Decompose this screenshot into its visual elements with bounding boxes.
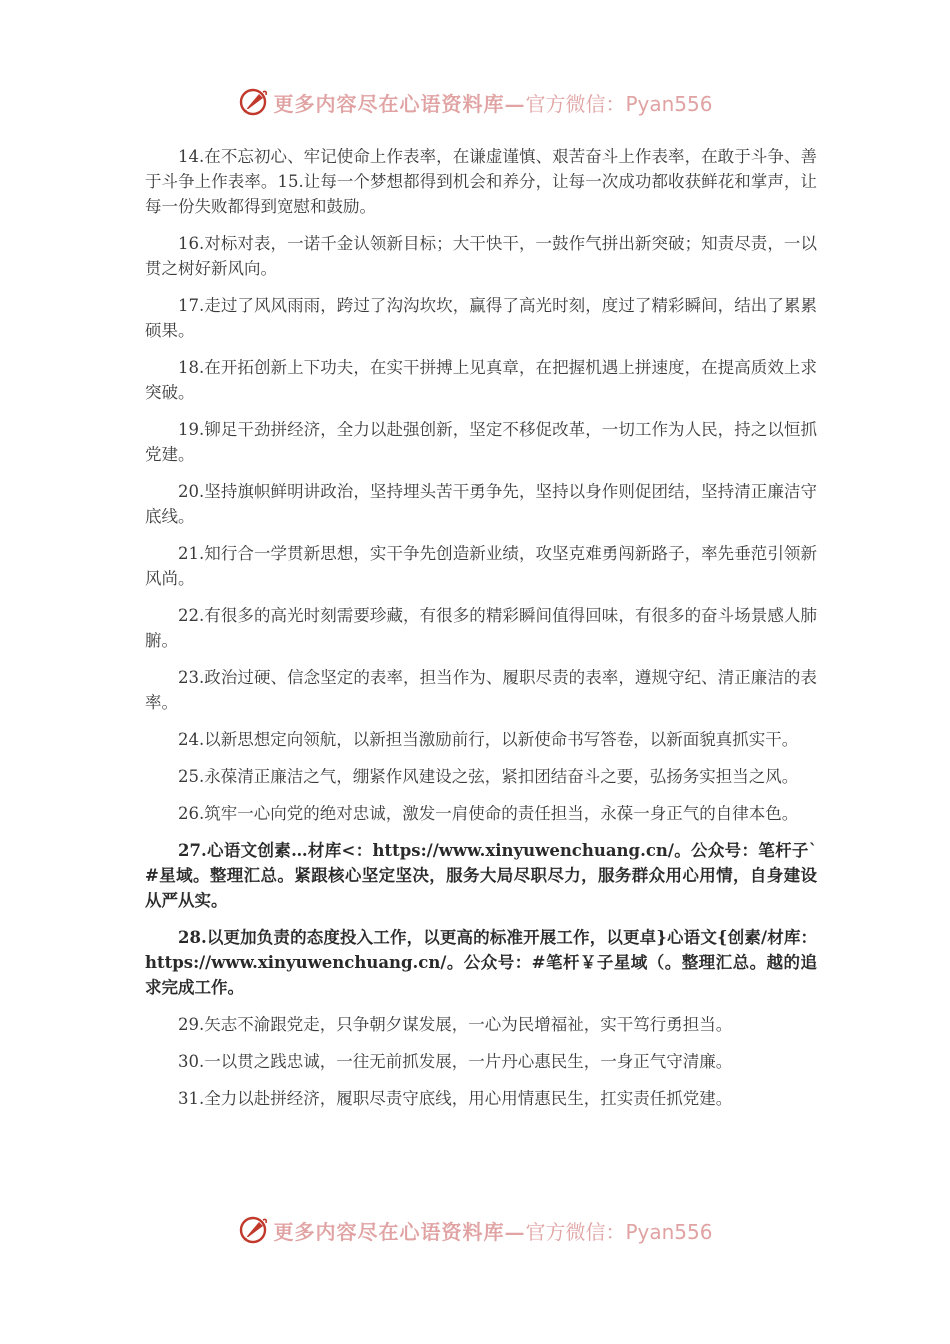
paragraph-14: 14.在不忘初心、牢记使命上作表率，在谦虚谨慎、艰苦奋斗上作表率，在敢于斗争、善于斗争上作表率。15.让每一个梦想都得到机会和养分，让每一次成功都收获鲜花和掌声，让每一份失败都得到宽慰和鼓励。 bbox=[145, 147, 817, 216]
document-body bbox=[145, 144, 817, 1123]
paragraph-23: 23.政治过硬、信念坚定的表率，担当作为、履职尽责的表率，遵规守纪、清正廉洁的表率。 bbox=[145, 668, 817, 712]
header-banner bbox=[0, 82, 950, 122]
pen-nib-logo-icon bbox=[237, 1214, 269, 1246]
footer-banner-wechat: 官方微信：Pyan556 bbox=[525, 1219, 713, 1244]
footer-banner-main: 更多内容尽在心语资料库— bbox=[273, 1219, 526, 1244]
paragraph-20: 20.坚持旗帜鲜明讲政治，坚持埋头苦干勇争先，坚持以身作则促团结，坚持清正廉洁守底线。 bbox=[145, 482, 817, 526]
paragraph-29: 29.矢志不渝跟党走，只争朝夕谋发展，一心为民增福祉，实干笃行勇担当。 bbox=[178, 1015, 733, 1034]
pen-nib-logo-icon bbox=[237, 86, 269, 118]
paragraph-28: 28.以更加负责的态度投入工作，以更高的标准开展工作，以更卓}心语文{创素/材库：https://www.xinyuwenchuang.cn/。公众号：#笔杆￥子星域（。整理汇总。越的追求完成工作。 bbox=[145, 928, 817, 997]
paragraph-31: 31.全力以赴拼经济，履职尽责守底线，用心用情惠民生，扛实责任抓党建。 bbox=[178, 1089, 733, 1108]
paragraph-22: 22.有很多的高光时刻需要珍藏，有很多的精彩瞬间值得回味，有很多的奋斗场景感人肺腑。 bbox=[145, 606, 817, 650]
paragraph-24: 24.以新思想定向领航，以新担当激励前行，以新使命书写答卷，以新面貌真抓实干。 bbox=[178, 730, 799, 749]
paragraph-30: 30.一以贯之践忠诚，一往无前抓发展，一片丹心惠民生，一身正气守清廉。 bbox=[178, 1052, 733, 1071]
paragraph-26: 26.筑牢一心向党的绝对忠诚，激发一肩使命的责任担当，永葆一身正气的自律本色。 bbox=[178, 804, 799, 823]
header-banner-main: 更多内容尽在心语资料库— bbox=[273, 91, 526, 116]
paragraph-27: 27.心语文创素…材库<：https://www.xinyuwenchuang.cn/。公众号：笔杆子`#星域。整理汇总。紧跟核心坚定坚决，服务大局尽职尽力，服务群众用心用情，自身建设从严从实。 bbox=[145, 841, 817, 910]
paragraph-16: 16.对标对表，一诺千金认领新目标；大干快干，一鼓作气拼出新突破；知责尽责，一以贯之树好新风向。 bbox=[145, 234, 817, 278]
header-banner-text bbox=[273, 88, 712, 117]
paragraph-21: 21.知行合一学贯新思想，实干争先创造新业绩，攻坚克难勇闯新路子，率先垂范引领新风尚。 bbox=[145, 544, 817, 588]
paragraph-17: 17.走过了风风雨雨，跨过了沟沟坎坎，赢得了高光时刻，度过了精彩瞬间，结出了累累硕果。 bbox=[145, 296, 817, 340]
paragraph-19: 19.铆足干劲拼经济，全力以赴强创新，坚定不移促改革，一切工作为人民，持之以恒抓党建。 bbox=[145, 420, 817, 464]
footer-banner bbox=[0, 1210, 950, 1250]
paragraph-25: 25.永葆清正廉洁之气，绷紧作风建设之弦，紧扣团结奋斗之要，弘扬务实担当之风。 bbox=[178, 767, 799, 786]
footer-banner-text bbox=[273, 1216, 712, 1245]
header-banner-wechat: 官方微信：Pyan556 bbox=[525, 91, 713, 116]
paragraph-18: 18.在开拓创新上下功夫，在实干拼搏上见真章，在把握机遇上拼速度，在提高质效上求突破。 bbox=[145, 358, 817, 402]
